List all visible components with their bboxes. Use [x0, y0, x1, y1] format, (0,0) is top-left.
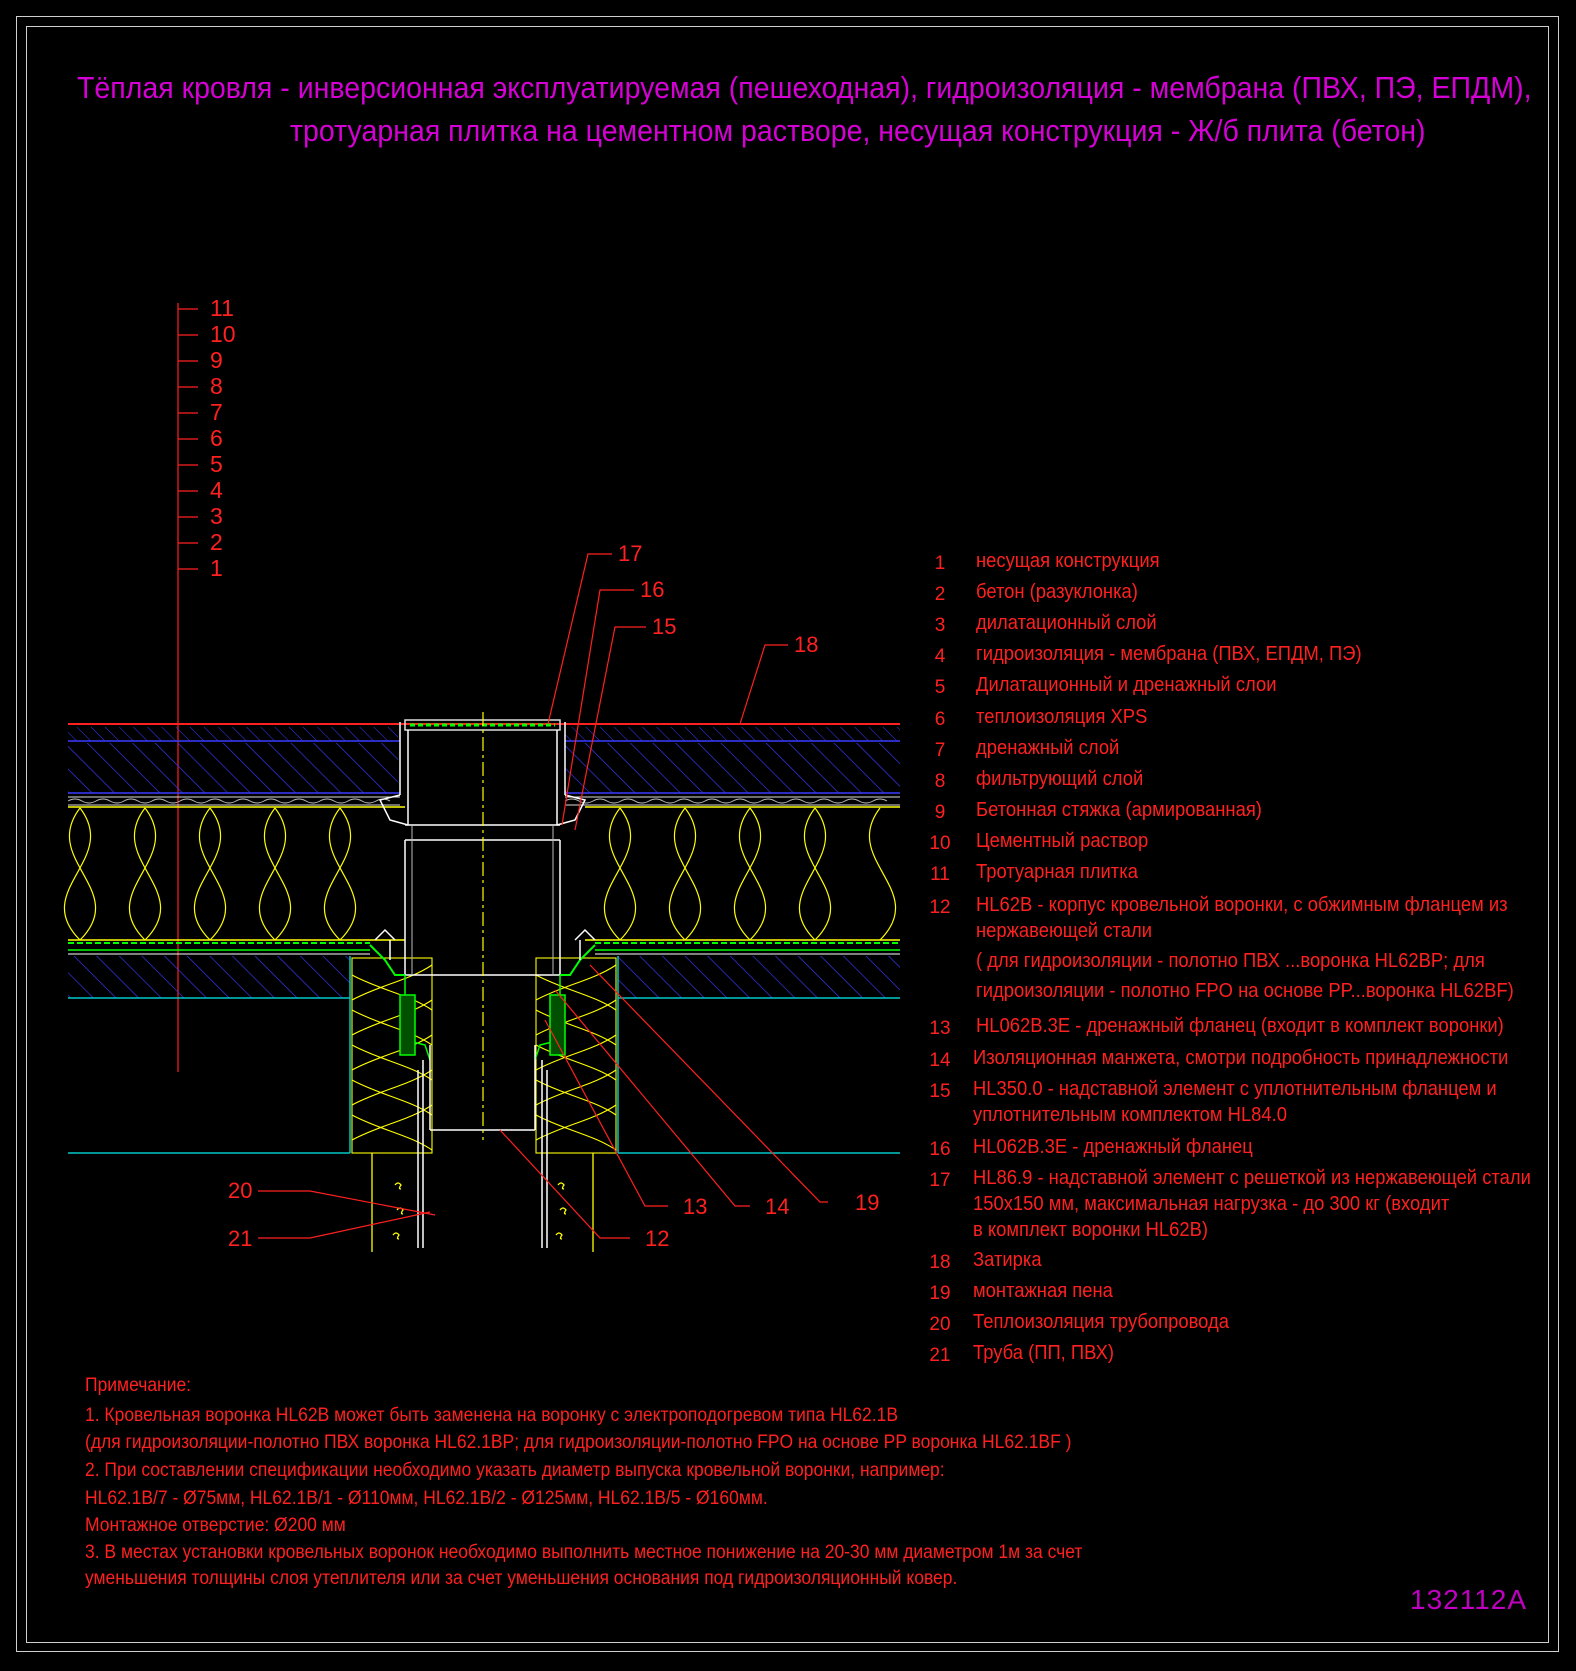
legend-text: Бетонная стяжка (армированная) [976, 799, 1262, 821]
legend-text: монтажная пена [973, 1280, 1113, 1302]
callout-17: 17 [618, 541, 643, 566]
note-line: Монтажное отверстие: Ø200 мм [85, 1515, 346, 1536]
legend-text: в комплект воронки HL62B) [973, 1219, 1209, 1241]
legend-num: 10 [929, 833, 951, 854]
note-line: 3. В местах установки кровельных воронок необходимо выполнить местное понижение на 20-30 мм диаметром 1м за счет [85, 1542, 1083, 1563]
legend-text: HL350.0 - надставной элемент с уплотнительным фланцем и [973, 1078, 1497, 1100]
legend-num: 16 [929, 1139, 951, 1160]
legend-num: 12 [929, 897, 951, 918]
note-line: (для гидроизоляции-полотно ПВХ воронка HL62.1BP; для гидроизоляции-полотно FPO на основе PP воронка HL62.1BF ) [85, 1432, 1072, 1453]
legend-num: 6 [934, 709, 946, 730]
level-label-3: 3 [210, 503, 223, 529]
leader-lines [258, 554, 828, 1238]
title-line-1: Тёплая кровля - инверсионная эксплуатируемая (пешеходная), гидроизоляция - мембрана (ПВХ, ПЭ, ЕПДМ), [77, 70, 1532, 105]
roof-drain [370, 712, 595, 1248]
legend-text: HL062B.3E - дренажный фланец (входит в комплект воронки) [976, 1015, 1504, 1037]
legend-text: гидроизоляция - мембрана (ПВХ, ЕПДМ, ПЭ) [976, 643, 1362, 665]
level-label-2: 2 [210, 529, 223, 555]
notes-heading: Примечание: [85, 1375, 192, 1396]
legend-num: 20 [929, 1314, 951, 1335]
legend-num: 11 [930, 864, 950, 885]
legend-text: HL86.9 - надставной элемент с решеткой из нержавеющей стали [973, 1167, 1531, 1189]
legend-num: 4 [934, 646, 946, 667]
level-label-4: 4 [210, 477, 223, 503]
callout-19: 19 [855, 1190, 880, 1215]
level-label-8: 8 [210, 373, 223, 399]
callout-18: 18 [794, 632, 819, 657]
legend-num: 13 [929, 1018, 951, 1039]
level-label-6: 6 [210, 425, 223, 451]
legend-num: 8 [934, 771, 946, 792]
level-label-5: 5 [210, 451, 223, 477]
level-label-7: 7 [210, 399, 223, 425]
legend-num: 18 [929, 1252, 951, 1273]
legend-text: Теплоизоляция трубопровода [973, 1311, 1229, 1333]
legend-text: теплоизоляция XPS [976, 706, 1148, 728]
note-line: 2. При составлении спецификации необходимо указать диаметр выпуска кровельной воронки, например: [85, 1460, 945, 1481]
legend-text: Тротуарная плитка [976, 861, 1138, 883]
legend-text: HL062B.3E - дренажный фланец [973, 1136, 1253, 1158]
drawing-code: 132112A [1410, 1584, 1528, 1615]
level-label-1: 1 [210, 555, 223, 581]
note-line: HL62.1B/7 - Ø75мм, HL62.1B/1 - Ø110мм, HL62.1B/2 - Ø125мм, HL62.1B/5 - Ø160мм. [85, 1488, 768, 1509]
callout-16: 16 [640, 577, 665, 602]
note-line: 1. Кровельная воронка HL62B может быть заменена на воронку с электроподогревом типа HL62.1B [85, 1405, 898, 1426]
pipe-insulation [372, 1153, 593, 1252]
legend-num: 7 [934, 740, 946, 761]
legend-num: 19 [929, 1283, 951, 1304]
legend-text: бетон (разуклонка) [976, 581, 1138, 603]
legend-text: дилатационный слой [976, 612, 1157, 634]
legend-text: Дилатационный и дренажный слои [976, 674, 1277, 696]
level-label-9: 9 [210, 347, 223, 373]
legend-num: 5 [934, 677, 946, 698]
legend-text: ( для гидроизоляции - полотно ПВХ ...воронка HL62BP; для [976, 950, 1485, 972]
level-label-11: 11 [210, 295, 234, 321]
legend-text: Труба (ПП, ПВХ) [973, 1342, 1115, 1364]
legend-text: несущая конструкция [976, 550, 1160, 572]
legend-text: HL62B - корпус кровельной воронки, с обжимным фланцем из [976, 894, 1508, 916]
legend-text: Затирка [973, 1249, 1042, 1271]
legend-text: гидроизоляции - полотно FPO на основе PP...воронка HL62BF) [976, 980, 1514, 1002]
callout-21: 21 [228, 1226, 253, 1251]
legend-text: нержавеющей стали [976, 920, 1153, 942]
legend-num: 9 [934, 802, 946, 823]
title-line-2: тротуарная плитка на цементном растворе, несущая конструкция - Ж/б плита (бетон) [290, 113, 1426, 148]
legend-num: 17 [929, 1170, 951, 1191]
legend-text: Цементный раствор [976, 830, 1149, 852]
mounting-foam [352, 958, 616, 1153]
callout-15: 15 [652, 614, 677, 639]
callout-20: 20 [228, 1178, 253, 1203]
legend-text: уплотнительным комплектом HL84.0 [973, 1104, 1288, 1126]
callout-12: 12 [645, 1226, 670, 1251]
legend-text: 150x150 мм, максимальная нагрузка - до 300 кг (входит [973, 1193, 1450, 1215]
note-line: уменьшения толщины слоя утеплителя или за счет уменьшения основания под гидроизоляционный ковер. [85, 1568, 958, 1589]
legend-text: Изоляционная манжета, смотри подробность принадлежности [973, 1047, 1509, 1069]
legend-num: 21 [929, 1345, 951, 1366]
level-label-10: 10 [210, 321, 236, 347]
callout-13: 13 [683, 1194, 708, 1219]
legend-num: 15 [929, 1081, 951, 1102]
roof-layers [64, 724, 900, 1153]
legend-num: 2 [934, 584, 946, 605]
legend-text: дренажный слой [976, 737, 1120, 759]
legend-text: фильтрующий слой [976, 768, 1144, 790]
legend-num: 14 [929, 1050, 951, 1071]
callout-14: 14 [765, 1194, 790, 1219]
legend-num: 3 [934, 615, 946, 636]
legend-num: 1 [934, 553, 946, 574]
